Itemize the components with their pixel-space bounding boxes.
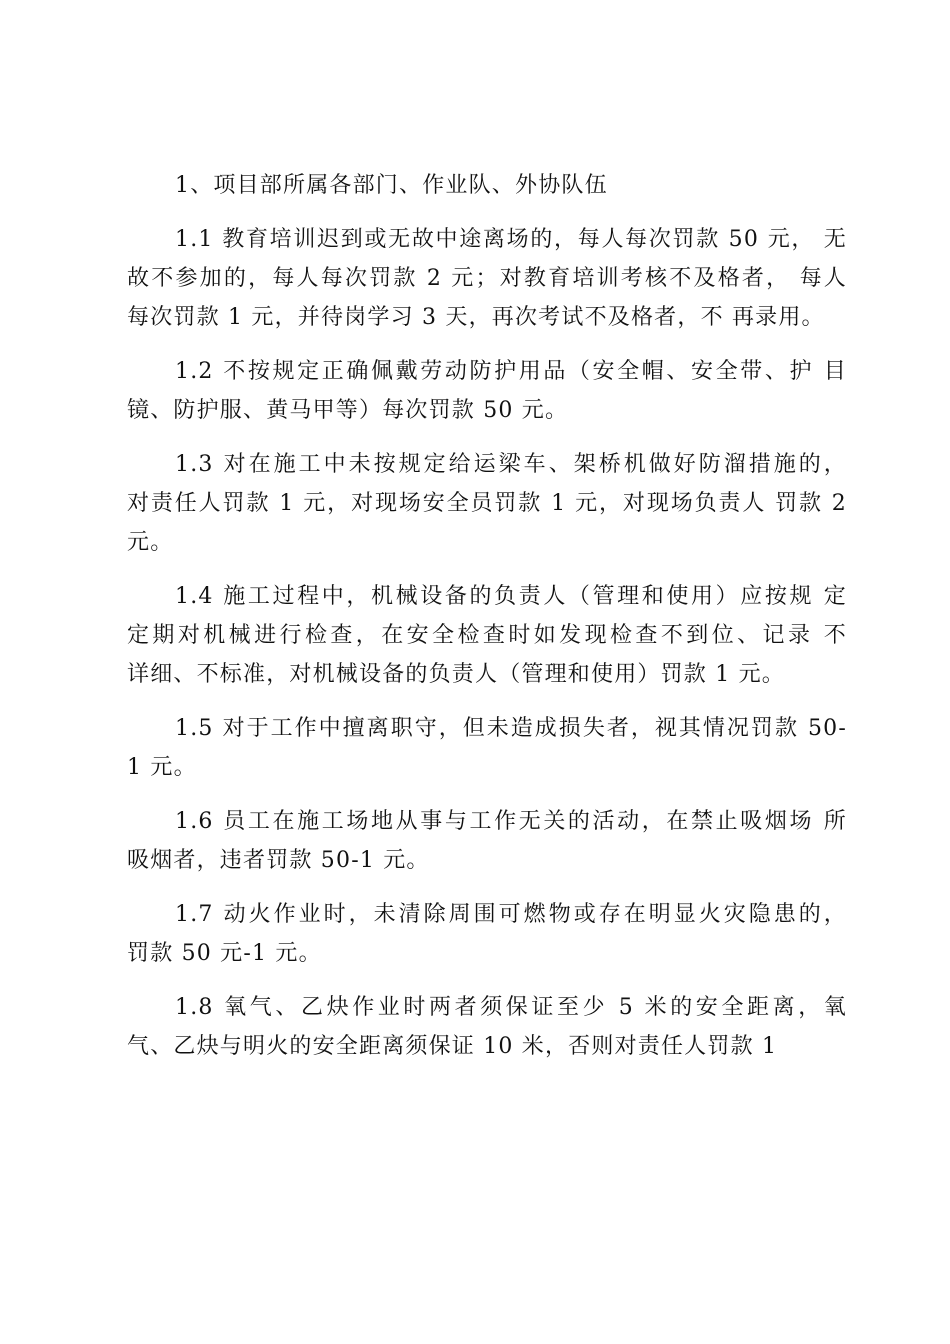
clause-1-8 [127,988,847,1066]
text-line: 故不参加的，每人每次罚款 2 元；对教育培训考核不及格者， 每人 [127,266,847,291]
text-line: 元。 [127,530,174,555]
section-heading [127,166,847,205]
clause-1-5 [127,709,847,787]
text-line: 1.7 动火作业时，未清除周围可燃物或存在明显火灾隐患的， [175,902,847,927]
clause-1-3 [127,445,847,562]
text-line: 气、乙炔与明火的安全距离须保证 10 米，否则对责任人罚款 1 [127,1034,778,1059]
text-line: 详细、不标准，对机械设备的负责人（管理和使用）罚款 1 元。 [127,662,785,687]
clause-1-2 [127,352,847,430]
text-line: 1 元。 [127,755,197,780]
text-line: 1、项目部所属各部门、作业队、外协队伍 [175,173,608,198]
document-body [127,166,847,1081]
text-line: 1.8 氧气、乙炔作业时两者须保证至少 5 米的安全距离，氧 [175,995,847,1020]
clause-1-1 [127,220,847,337]
text-line: 对责任人罚款 1 元，对现场安全员罚款 1 元，对现场负责人 罚款 2 [127,491,847,516]
text-line: 1.4 施工过程中，机械设备的负责人（管理和使用）应按规 定 [175,584,847,609]
clause-1-7 [127,895,847,973]
text-line: 1.2 不按规定正确佩戴劳动防护用品（安全帽、安全带、护 目 [175,359,847,384]
text-line: 吸烟者，违者罚款 50-1 元。 [127,848,430,873]
text-line: 镜、防护服、黄马甲等）每次罚款 50 元。 [127,398,569,423]
text-line: 罚款 50 元-1 元。 [127,941,322,966]
text-line: 1.3 对在施工中未按规定给运梁车、架桥机做好防溜措施的， [175,452,847,477]
text-line: 1.5 对于工作中擅离职守，但未造成损失者，视其情况罚款 50- [175,716,847,741]
clause-1-6 [127,802,847,880]
text-line: 1.1 教育培训迟到或无故中途离场的，每人每次罚款 50 元， 无 [175,227,847,252]
clause-1-4 [127,577,847,694]
text-line: 每次罚款 1 元，并待岗学习 3 天，再次考试不及格者，不 再录用。 [127,305,825,330]
text-line: 1.6 员工在施工场地从事与工作无关的活动，在禁止吸烟场 所 [175,809,847,834]
text-line: 定期对机械进行检查，在安全检查时如发现检查不到位、记录 不 [127,623,847,648]
